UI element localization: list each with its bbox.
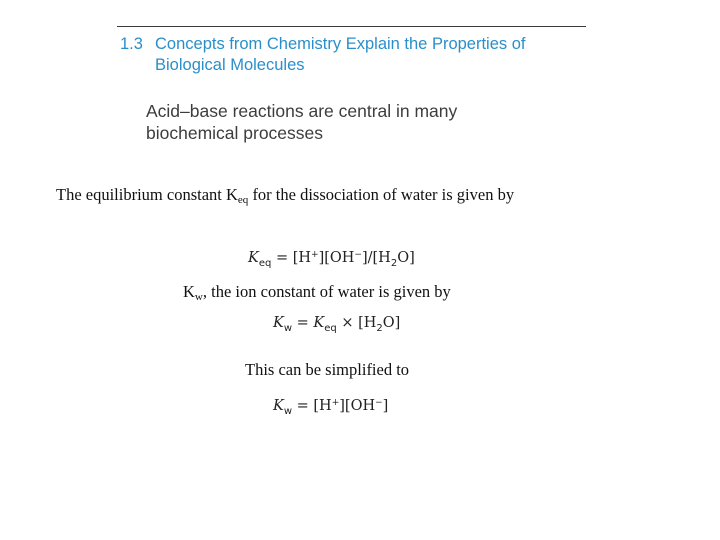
eq-part: = [H: [271, 250, 312, 266]
equation-kw-from-keq: [273, 313, 400, 333]
eq-part: ]: [382, 398, 389, 414]
eq-subscript: eq: [258, 258, 272, 269]
text-subscript: eq: [237, 194, 249, 206]
eq-superscript: +: [331, 398, 340, 408]
eq-superscript: −: [375, 398, 383, 408]
text-line-simplified: This can be simplified to: [245, 360, 410, 379]
text-segment: K: [183, 282, 195, 301]
text-line-equilibrium: [56, 185, 514, 205]
eq-superscript: +: [311, 250, 319, 260]
eq-part: ][OH: [318, 250, 355, 266]
eq-part: =: [292, 315, 314, 331]
equation-keq: [248, 248, 415, 268]
equation-kw: [273, 396, 388, 416]
text-segment: for the dissociation of water is given by: [248, 185, 515, 204]
eq-variable: K: [273, 398, 284, 414]
eq-subscript: 2: [376, 323, 383, 334]
eq-part: O]: [382, 315, 401, 331]
eq-subscript: w: [283, 406, 293, 417]
header-rule: [117, 26, 586, 27]
section-number: 1.3: [120, 35, 143, 53]
eq-part: = [H: [292, 398, 332, 414]
eq-part: O]: [397, 250, 415, 266]
text-subscript: w: [194, 291, 203, 303]
eq-part: ][OH: [339, 398, 376, 414]
section-title: Concepts from Chemistry Explain the Properties of Biological Molecules: [155, 35, 526, 74]
eq-subscript: 2: [390, 258, 398, 269]
eq-variable: K: [273, 315, 284, 331]
eq-part: ]/[H: [361, 250, 391, 266]
eq-subscript: w: [283, 323, 293, 334]
eq-superscript: −: [354, 250, 362, 260]
eq-variable: K: [313, 315, 325, 331]
eq-variable: K: [248, 250, 259, 266]
eq-subscript: eq: [324, 323, 337, 334]
text-line-ion-constant: [183, 282, 451, 302]
text-segment: , the ion constant of water is given by: [202, 282, 451, 301]
subheading: Acid–base reactions are central in many biochemical processes: [146, 101, 458, 143]
eq-part: × [H: [336, 315, 377, 331]
text-segment: The equilibrium constant K: [56, 185, 238, 204]
